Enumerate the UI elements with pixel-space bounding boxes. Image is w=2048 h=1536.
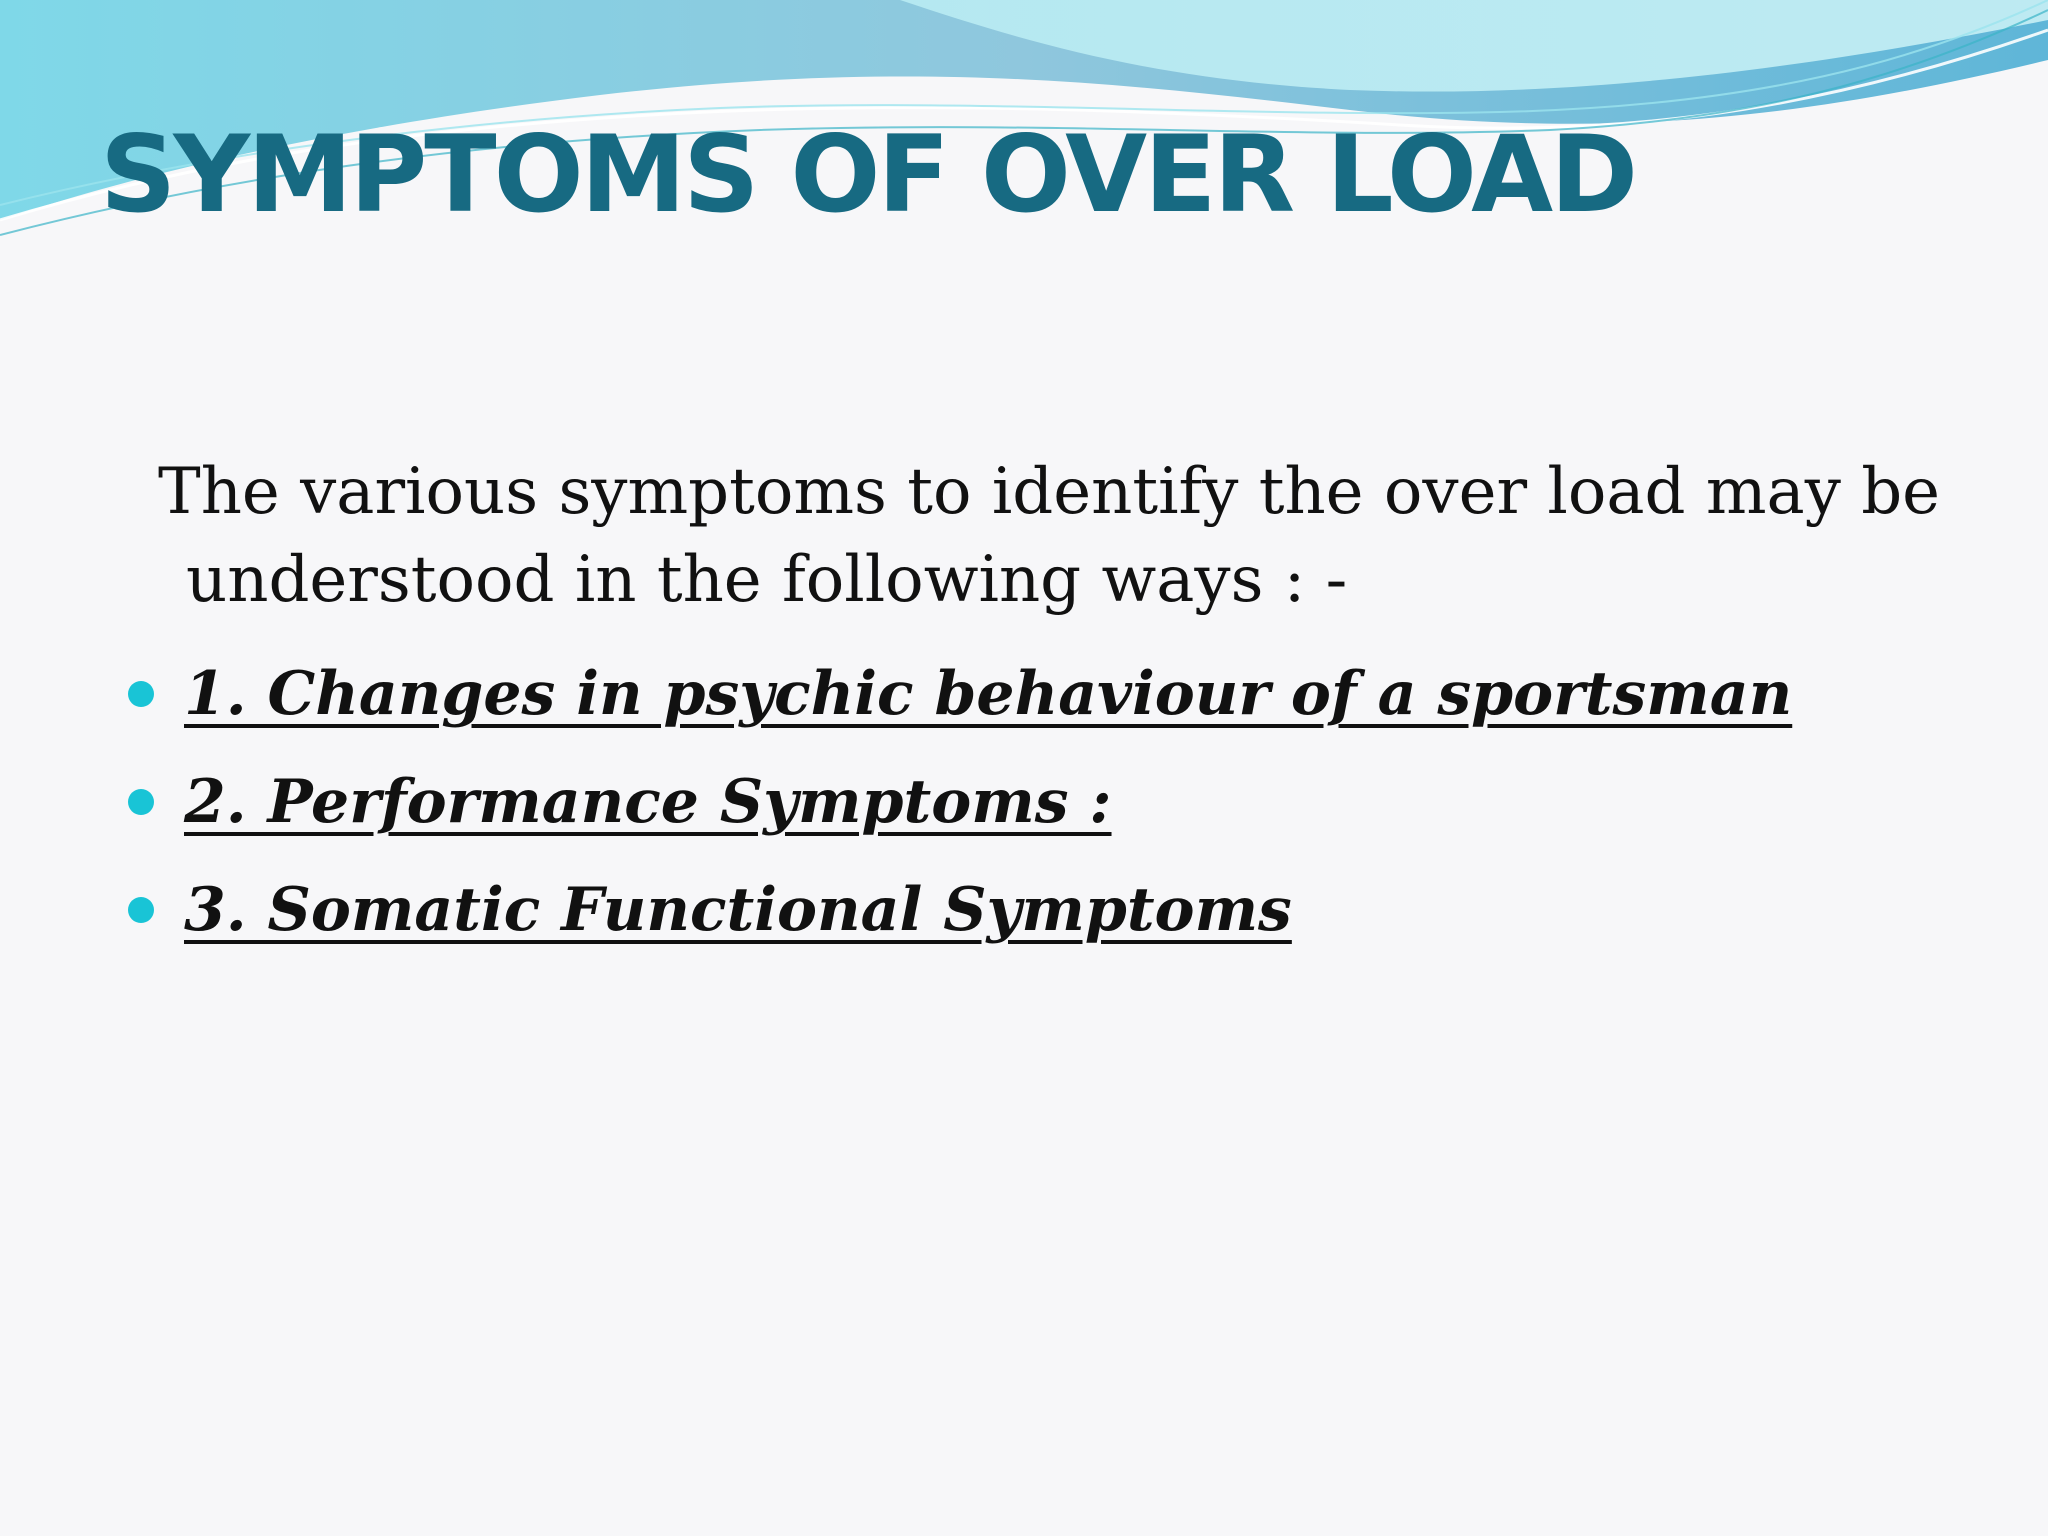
symptom-list [128,640,1792,964]
bullet-dot-icon [128,681,154,707]
slide-title: SYMPTOMS OF OVER LOAD [100,113,1636,236]
bullet-dot-icon [128,789,154,815]
list-item [128,856,1792,964]
bullet-dot-icon [128,897,154,923]
intro-paragraph: The various symptoms to identify the over load may be understood in the following ways : - [158,455,1941,617]
list-item [128,748,1792,856]
list-item [128,640,1792,748]
bullet-text: 2. Performance Symptoms : [184,767,1112,837]
bullet-text: 3. Somatic Functional Symptoms [184,875,1292,945]
bullet-text: 1. Changes in psychic behaviour of a sportsman [184,659,1793,729]
